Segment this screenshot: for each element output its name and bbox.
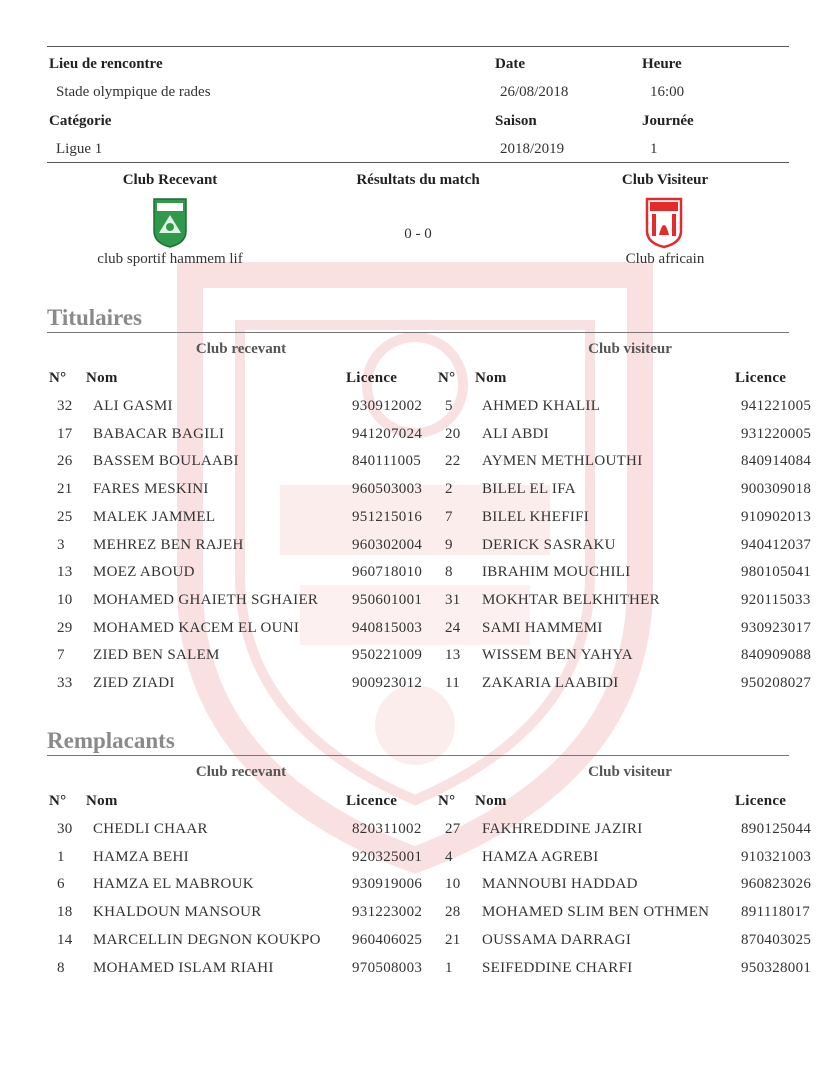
- away-club-logo-icon: [645, 197, 683, 249]
- table-row: [0, 960, 835, 988]
- away-player-licence: 910321003: [741, 848, 812, 865]
- home-player-number: 8: [57, 959, 65, 976]
- home-player-licence: 900923012: [352, 675, 423, 691]
- result-value: 0 - 0: [404, 226, 432, 242]
- saison-value: 2018/2019: [500, 141, 565, 157]
- home-player-licence: 960406025: [352, 931, 423, 948]
- table-row: [0, 932, 835, 960]
- home-player-number: 1: [57, 848, 65, 865]
- col-licence-header: Licence: [735, 370, 787, 386]
- home-player-name: BABACAR BAGILI: [93, 425, 225, 442]
- away-player-name: ALI ABDI: [482, 425, 549, 442]
- home-player-number: 18: [57, 904, 73, 921]
- away-player-licence: 931220005: [741, 425, 812, 442]
- table-row: [0, 876, 835, 904]
- away-player-number: 11: [445, 675, 461, 691]
- home-player-name: ZIED ZIADI: [93, 675, 175, 691]
- categorie-label: Catégorie: [49, 113, 112, 129]
- away-player-number: 7: [445, 508, 453, 525]
- away-player-name: SAMI HAMMEMI: [482, 619, 603, 636]
- away-player-name: WISSEM BEN YAHYA: [482, 647, 633, 664]
- col-licence-header: Licence: [346, 370, 398, 386]
- remplacants-home-title: Club recevant: [195, 764, 287, 780]
- away-player-name: OUSSAMA DARRAGI: [482, 931, 632, 948]
- away-player-name: SEIFEDDINE CHARFI: [482, 959, 633, 976]
- away-player-number: 31: [445, 591, 461, 608]
- home-player-name: MOHAMED GHAIETH SGHAIER: [93, 591, 319, 608]
- home-player-licence: 960503003: [352, 481, 423, 498]
- away-player-name: MOKHTAR BELKHITHER: [482, 591, 660, 608]
- home-player-number: 32: [57, 398, 73, 414]
- home-club-label: Club Recevant: [122, 172, 218, 188]
- away-player-licence: 930923017: [741, 619, 812, 636]
- home-player-name: MALEK JAMMEL: [93, 508, 216, 525]
- away-player-licence: 950328001: [741, 959, 812, 976]
- away-player-licence: 950208027: [741, 675, 812, 691]
- away-club-name: Club africain: [625, 251, 705, 267]
- away-player-name: ZAKARIA LAABIDI: [482, 675, 619, 691]
- home-player-licence: 931223002: [352, 904, 423, 921]
- away-player-licence: 980105041: [741, 564, 812, 581]
- table-row: [0, 537, 835, 565]
- col-num-header: N°: [438, 370, 456, 386]
- table-row: [0, 675, 835, 703]
- home-player-licence: 920325001: [352, 848, 423, 865]
- table-row: [0, 647, 835, 675]
- home-player-name: ALI GASMI: [93, 398, 173, 414]
- home-player-licence: 941207024: [352, 425, 423, 442]
- col-num-header: N°: [438, 793, 456, 809]
- col-nom-header: Nom: [475, 370, 507, 386]
- remplacants-header-row: [0, 793, 835, 821]
- col-num-header: N°: [49, 793, 67, 809]
- home-player-licence: 960302004: [352, 536, 423, 553]
- away-player-licence: 920115033: [741, 591, 811, 608]
- col-licence-header: Licence: [346, 793, 398, 809]
- away-player-number: 5: [445, 398, 453, 414]
- home-player-licence: 950601001: [352, 591, 423, 608]
- home-player-number: 14: [57, 931, 73, 948]
- home-player-licence: 950221009: [352, 647, 423, 664]
- table-row: [0, 592, 835, 620]
- away-player-number: 1: [445, 959, 453, 976]
- table-row: [0, 398, 835, 426]
- home-player-number: 17: [57, 425, 73, 442]
- remplacants-rule: [47, 755, 789, 756]
- titulaires-header-row: [0, 370, 835, 398]
- table-row: [0, 620, 835, 648]
- home-player-licence: 930912002: [352, 398, 423, 414]
- home-player-name: MOHAMED ISLAM RIAHI: [93, 959, 274, 976]
- table-row: [0, 821, 835, 849]
- away-player-number: 9: [445, 536, 453, 553]
- away-player-number: 10: [445, 876, 461, 893]
- table-row: [0, 481, 835, 509]
- away-player-name: BILEL EL IFA: [482, 481, 576, 498]
- table-row: [0, 509, 835, 537]
- titulaires-rule: [47, 332, 789, 333]
- table-row: [0, 904, 835, 932]
- away-player-licence: 940412037: [741, 536, 812, 553]
- heure-value: 16:00: [650, 84, 685, 100]
- col-nom-header: Nom: [86, 370, 118, 386]
- lieu-value: Stade olympique de rades: [56, 84, 211, 100]
- home-player-number: 10: [57, 591, 73, 608]
- home-player-number: 26: [57, 453, 73, 470]
- home-player-name: FARES MESKINI: [93, 481, 209, 498]
- away-player-name: FAKHREDDINE JAZIRI: [482, 821, 643, 837]
- away-player-licence: 891118017: [741, 904, 811, 921]
- away-player-number: 22: [445, 453, 461, 470]
- top-rule: [47, 46, 789, 47]
- home-player-name: HAMZA EL MABROUK: [93, 876, 254, 893]
- lieu-label: Lieu de rencontre: [49, 56, 163, 72]
- away-player-licence: 900309018: [741, 481, 812, 498]
- away-player-name: HAMZA AGREBI: [482, 848, 599, 865]
- home-player-name: HAMZA BEHI: [93, 848, 189, 865]
- titulaires-away-title: Club visiteur: [588, 341, 672, 357]
- col-num-header: N°: [49, 370, 67, 386]
- saison-label: Saison: [495, 113, 537, 129]
- away-player-number: 27: [445, 821, 461, 837]
- away-player-licence: 910902013: [741, 508, 812, 525]
- away-player-licence: 840909088: [741, 647, 812, 664]
- remplacants-away-title: Club visiteur: [588, 764, 672, 780]
- home-club-logo-icon: [152, 197, 188, 249]
- journee-label: Journée: [642, 113, 694, 129]
- home-player-name: MOEZ ABOUD: [93, 564, 195, 581]
- away-player-number: 21: [445, 931, 461, 948]
- away-player-number: 8: [445, 564, 453, 581]
- away-player-licence: 941221005: [741, 398, 812, 414]
- home-player-licence: 940815003: [352, 619, 423, 636]
- away-player-name: AYMEN METHLOUTHI: [482, 453, 643, 470]
- col-nom-header: Nom: [86, 793, 118, 809]
- home-player-number: 21: [57, 481, 73, 498]
- date-value: 26/08/2018: [500, 84, 569, 100]
- home-player-name: MOHAMED KACEM EL OUNI: [93, 619, 300, 636]
- result-label: Résultats du match: [356, 172, 480, 188]
- home-player-licence: 951215016: [352, 508, 423, 525]
- away-player-number: 28: [445, 904, 461, 921]
- away-player-licence: 870403025: [741, 931, 812, 948]
- col-licence-header: Licence: [735, 793, 787, 809]
- home-player-number: 29: [57, 619, 73, 636]
- home-player-licence: 820311002: [352, 821, 422, 837]
- away-player-licence: 840914084: [741, 453, 812, 470]
- home-player-number: 25: [57, 508, 73, 525]
- away-player-number: 4: [445, 848, 453, 865]
- away-player-name: DERICK SASRAKU: [482, 536, 616, 553]
- away-player-number: 20: [445, 425, 461, 442]
- home-club-name: club sportif hammem lif: [97, 251, 243, 267]
- home-player-name: CHEDLI CHAAR: [93, 821, 208, 837]
- home-player-licence: 840111005: [352, 453, 422, 470]
- away-player-name: IBRAHIM MOUCHILI: [482, 564, 631, 581]
- away-player-name: BILEL KHEFIFI: [482, 508, 590, 525]
- home-player-number: 3: [57, 536, 65, 553]
- info-rule: [47, 162, 789, 163]
- date-label: Date: [495, 56, 525, 72]
- col-nom-header: Nom: [475, 793, 507, 809]
- home-player-licence: 960718010: [352, 564, 423, 581]
- home-player-number: 7: [57, 647, 65, 664]
- home-player-licence: 930919006: [352, 876, 423, 893]
- table-row: [0, 453, 835, 481]
- away-player-name: MANNOUBI HADDAD: [482, 876, 638, 893]
- away-club-label: Club Visiteur: [621, 172, 709, 188]
- titulaires-title: Titulaires: [47, 305, 142, 330]
- home-player-name: MEHREZ BEN RAJEH: [93, 536, 244, 553]
- home-player-licence: 970508003: [352, 959, 423, 976]
- home-player-number: 33: [57, 675, 73, 691]
- table-row: [0, 564, 835, 592]
- heure-label: Heure: [642, 56, 682, 72]
- categorie-value: Ligue 1: [56, 141, 103, 157]
- away-player-number: 2: [445, 481, 453, 498]
- table-row: [0, 849, 835, 877]
- away-player-name: MOHAMED SLIM BEN OTHMEN: [482, 904, 710, 921]
- table-row: [0, 426, 835, 454]
- home-player-name: MARCELLIN DEGNON KOUKPO: [93, 931, 321, 948]
- home-player-number: 30: [57, 821, 73, 837]
- home-player-name: BASSEM BOULAABI: [93, 453, 239, 470]
- away-player-number: 24: [445, 619, 461, 636]
- remplacants-title: Remplacants: [47, 728, 175, 753]
- home-player-number: 6: [57, 876, 65, 893]
- away-player-number: 13: [445, 647, 461, 664]
- home-player-number: 13: [57, 564, 73, 581]
- home-player-name: ZIED BEN SALEM: [93, 647, 220, 664]
- away-player-licence: 890125044: [741, 821, 812, 837]
- journee-value: 1: [650, 141, 658, 157]
- titulaires-home-title: Club recevant: [195, 341, 287, 357]
- away-player-name: AHMED KHALIL: [482, 398, 601, 414]
- away-player-licence: 960823026: [741, 876, 812, 893]
- home-player-name: KHALDOUN MANSOUR: [93, 904, 262, 921]
